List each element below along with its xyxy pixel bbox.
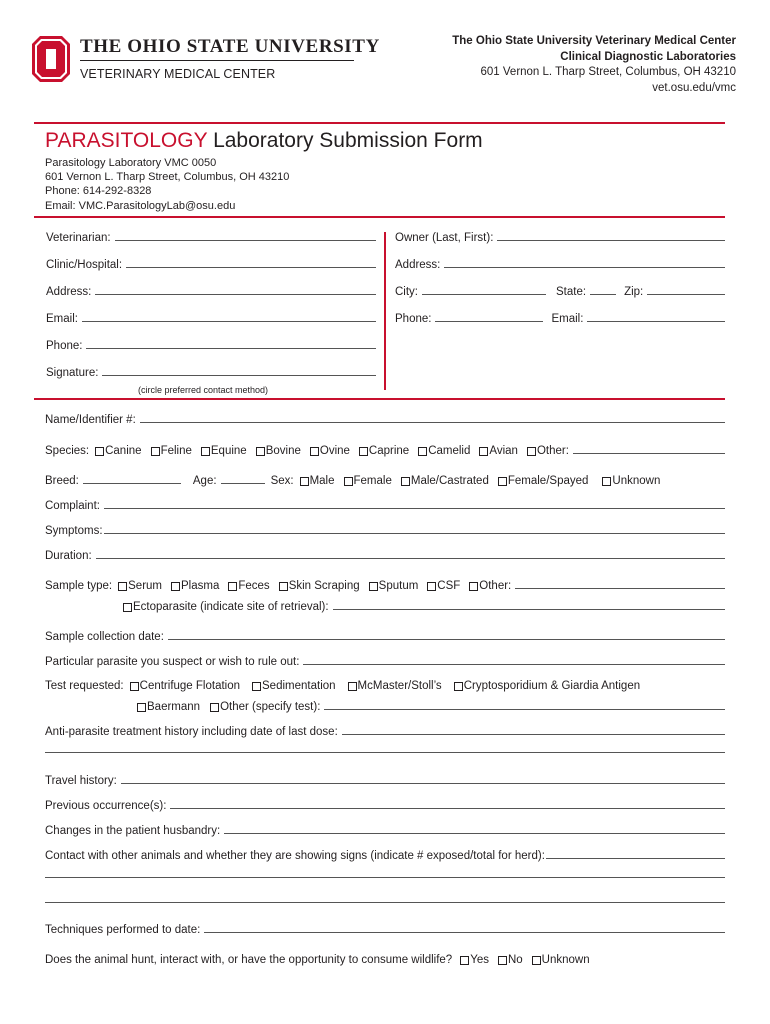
sex-option-label: Male xyxy=(309,475,335,487)
owner-row xyxy=(395,232,725,244)
symptoms-label: Symptoms: xyxy=(45,525,103,537)
signature-field[interactable] xyxy=(102,375,376,376)
checkbox[interactable] xyxy=(279,582,288,591)
breed-label: Breed: xyxy=(45,475,79,487)
checkbox[interactable] xyxy=(151,447,160,456)
sex-option-label: Unknown xyxy=(612,475,661,487)
sex-option[interactable] xyxy=(344,475,401,487)
test-option-label: Centrifuge Flotation xyxy=(139,680,241,692)
owner-phone-email-row xyxy=(395,313,725,325)
animal-contact-field-line3[interactable] xyxy=(45,902,725,903)
city-state-zip-row xyxy=(395,286,725,298)
test-requested-label: Test requested: xyxy=(45,680,124,692)
checkbox[interactable] xyxy=(532,956,541,965)
checkbox[interactable] xyxy=(118,582,127,591)
checkbox[interactable] xyxy=(228,582,237,591)
clinic-address-label: Address: xyxy=(46,286,92,298)
species-option-label: Camelid xyxy=(428,445,471,457)
clinic-email-field[interactable] xyxy=(82,321,376,322)
veterinarian-field[interactable] xyxy=(115,240,376,241)
techniques-label: Techniques performed to date: xyxy=(45,924,201,936)
sample-type-option[interactable] xyxy=(228,580,278,592)
checkbox[interactable] xyxy=(344,477,353,486)
species-option[interactable] xyxy=(151,445,201,457)
checkbox[interactable] xyxy=(348,682,357,691)
lab-info-name: Parasitology Laboratory VMC 0050 xyxy=(45,157,217,169)
test-requested-row xyxy=(45,680,725,692)
sample-type-option-label: Other: xyxy=(479,580,512,592)
checkbox[interactable] xyxy=(210,703,219,712)
treatment-history-continued-row xyxy=(45,752,725,756)
name-identifier-field[interactable] xyxy=(140,422,725,423)
lab-info-address: 601 Vernon L. Tharp Street, Columbus, OH 43210 xyxy=(45,171,290,184)
duration-label: Duration: xyxy=(45,550,92,562)
checkbox[interactable] xyxy=(300,477,309,486)
checkbox[interactable] xyxy=(498,956,507,965)
suspect-parasite-row xyxy=(45,656,725,668)
clinic-phone-row xyxy=(46,340,376,352)
test-option[interactable] xyxy=(137,701,210,713)
sample-type-option-label: Skin Scraping xyxy=(288,580,360,592)
ectoparasite-label: Ectoparasite (indicate site of retrieval): xyxy=(133,601,329,613)
husbandry-changes-row xyxy=(45,825,725,837)
species-option-label: Caprine xyxy=(368,445,410,457)
state-label: State: xyxy=(556,286,587,298)
checkbox[interactable] xyxy=(602,477,611,486)
checkbox[interactable] xyxy=(498,477,507,486)
sample-type-option-other[interactable] xyxy=(469,580,515,592)
husbandry-changes-field[interactable] xyxy=(224,833,725,834)
signature-label: Signature: xyxy=(46,367,99,379)
osu-block-o-logo xyxy=(32,36,70,82)
species-option-label: Bovine xyxy=(265,445,301,457)
name-identifier-row xyxy=(45,414,725,426)
sex-option-label: Female xyxy=(353,475,392,487)
wildlife-option[interactable] xyxy=(498,954,532,966)
checkbox[interactable] xyxy=(137,703,146,712)
lab-info-phone: Phone: 614-292-8328 xyxy=(45,185,152,198)
complaint-field[interactable] xyxy=(104,508,725,509)
center-name: The Ohio State University Veterinary Medical Center xyxy=(452,35,736,47)
header-contact-block xyxy=(452,34,736,96)
lab-info xyxy=(45,156,289,213)
suspect-parasite-label: Particular parasite you suspect or wish to rule out: xyxy=(45,656,300,668)
checkbox[interactable] xyxy=(369,582,378,591)
species-option-label: Equine xyxy=(210,445,247,457)
species-option-other[interactable] xyxy=(527,445,573,457)
breed-field[interactable] xyxy=(83,483,181,484)
test-other-field[interactable] xyxy=(324,709,725,710)
form-title-rest: Laboratory Submission Form xyxy=(207,129,483,152)
sample-type-row xyxy=(45,580,725,592)
travel-history-row xyxy=(45,775,725,787)
sample-type-option[interactable] xyxy=(369,580,428,592)
checkbox[interactable] xyxy=(427,582,436,591)
checkbox[interactable] xyxy=(201,447,210,456)
treatment-history-label: Anti-parasite treatment history including date of last dose: xyxy=(45,726,338,738)
clinic-address-field[interactable] xyxy=(95,294,376,295)
species-other-field[interactable] xyxy=(573,453,725,454)
sample-type-option-label: CSF xyxy=(437,580,461,592)
test-option[interactable] xyxy=(348,680,454,692)
test-requested-row-2 xyxy=(137,701,725,713)
checkbox[interactable] xyxy=(123,603,132,612)
ectoparasite-site-field[interactable] xyxy=(333,609,725,610)
city-field[interactable] xyxy=(422,294,546,295)
checkbox[interactable] xyxy=(454,682,463,691)
symptoms-row xyxy=(45,525,725,537)
sex-option[interactable] xyxy=(401,475,498,487)
wildlife-option[interactable] xyxy=(532,954,599,966)
form-title xyxy=(45,129,483,153)
lab-info-email: Email: VMC.ParasitologyLab@osu.edu xyxy=(45,199,236,212)
veterinarian-label: Veterinarian: xyxy=(46,232,111,244)
test-option[interactable] xyxy=(454,680,649,692)
checkbox[interactable] xyxy=(401,477,410,486)
checkbox[interactable] xyxy=(359,447,368,456)
species-option[interactable] xyxy=(95,445,150,457)
sample-type-option-label: Feces xyxy=(238,580,270,592)
owner-address-label: Address: xyxy=(395,259,441,271)
species-option[interactable] xyxy=(418,445,479,457)
complaint-row xyxy=(45,500,725,512)
wildlife-option-label: No xyxy=(507,954,523,966)
checkbox[interactable] xyxy=(460,956,469,965)
test-option-label: Other (specify test): xyxy=(220,701,321,713)
animal-contact-field-line2[interactable] xyxy=(45,877,725,878)
sample-type-option[interactable] xyxy=(427,580,469,592)
test-option-label: McMaster/Stoll’s xyxy=(357,680,442,692)
test-option-other[interactable] xyxy=(210,701,324,713)
sample-type-other-field[interactable] xyxy=(515,588,725,589)
sex-option[interactable] xyxy=(602,475,669,487)
animal-contact-continued-row xyxy=(45,877,725,881)
test-option-label: Baermann xyxy=(147,701,201,713)
test-option-label: Sedimentation xyxy=(262,680,336,692)
ectoparasite-row xyxy=(123,601,725,613)
wildlife-row xyxy=(45,954,725,966)
clinic-email-row xyxy=(46,313,376,325)
brand-subtitle: VETERINARY MEDICAL CENTER xyxy=(80,67,276,81)
previous-occurrence-row xyxy=(45,800,725,812)
age-field[interactable] xyxy=(221,483,265,484)
sample-type-option[interactable] xyxy=(171,580,228,592)
husbandry-changes-label: Changes in the patient husbandry: xyxy=(45,825,221,837)
species-label: Species: xyxy=(45,445,90,457)
species-option[interactable] xyxy=(201,445,256,457)
ectoparasite-option[interactable] xyxy=(123,601,333,613)
animal-contact-label: Contact with other animals and whether they are showing signs (indicate # exposed/total for herd): xyxy=(45,850,545,862)
sex-label: Sex: xyxy=(270,475,294,487)
sex-option-label: Female/Spayed xyxy=(507,475,589,487)
sex-option-label: Male/Castrated xyxy=(410,475,489,487)
animal-contact-continued-row-2 xyxy=(45,902,725,906)
travel-history-label: Travel history: xyxy=(45,775,117,787)
checkbox[interactable] xyxy=(469,582,478,591)
wildlife-option[interactable] xyxy=(460,954,498,966)
divider xyxy=(34,122,725,124)
age-label: Age: xyxy=(192,475,217,487)
sample-type-option[interactable] xyxy=(279,580,369,592)
duration-field[interactable] xyxy=(96,558,725,559)
divider xyxy=(34,216,725,218)
state-field[interactable] xyxy=(590,294,616,295)
website-link[interactable]: vet.osu.edu/vmc xyxy=(652,81,736,94)
checkbox[interactable] xyxy=(95,447,104,456)
checkbox[interactable] xyxy=(252,682,261,691)
veterinarian-row xyxy=(46,232,376,244)
zip-field[interactable] xyxy=(647,294,725,295)
column-divider xyxy=(384,232,386,390)
species-option-label: Other: xyxy=(536,445,569,457)
complaint-label: Complaint: xyxy=(45,500,100,512)
divider xyxy=(34,398,725,400)
species-option[interactable] xyxy=(310,445,359,457)
sample-type-label: Sample type: xyxy=(45,580,113,592)
checkbox[interactable] xyxy=(527,447,536,456)
owner-phone-label: Phone: xyxy=(395,313,432,325)
owner-email-field[interactable] xyxy=(587,321,725,322)
travel-history-field[interactable] xyxy=(121,783,725,784)
species-option[interactable] xyxy=(256,445,310,457)
test-option[interactable] xyxy=(130,680,252,692)
species-option[interactable] xyxy=(359,445,418,457)
suspect-parasite-field[interactable] xyxy=(303,664,725,665)
test-option-label: Cryptosporidium & Giardia Antigen xyxy=(463,680,641,692)
contact-method-note: (circle preferred contact method) xyxy=(138,385,269,395)
owner-email-label: Email: xyxy=(551,313,584,325)
sex-option[interactable] xyxy=(498,475,603,487)
owner-label: Owner (Last, First): xyxy=(395,232,494,244)
duration-row xyxy=(45,550,725,562)
owner-address-row xyxy=(395,259,725,271)
clinic-label: Clinic/Hospital: xyxy=(46,259,123,271)
city-label: City: xyxy=(395,286,418,298)
sample-type-option[interactable] xyxy=(118,580,171,592)
wildlife-option-label: Yes xyxy=(470,954,489,966)
zip-label: Zip: xyxy=(624,286,644,298)
previous-occurrence-field[interactable] xyxy=(170,808,725,809)
sample-type-option-label: Sputum xyxy=(378,580,419,592)
species-row xyxy=(45,445,725,457)
sample-type-option-label: Serum xyxy=(128,580,162,592)
form-title-emphasis: PARASITOLOGY xyxy=(45,129,208,152)
species-option-label: Canine xyxy=(105,445,142,457)
species-option-label: Ovine xyxy=(319,445,350,457)
brand-name: THE OHIO STATE UNIVERSITY xyxy=(80,36,380,57)
breed-age-sex-row xyxy=(45,475,725,487)
wildlife-question: Does the animal hunt, interact with, or have the opportunity to consume wildlife? xyxy=(45,954,453,966)
checkbox[interactable] xyxy=(479,447,488,456)
clinic-address-row xyxy=(46,286,376,298)
techniques-row xyxy=(45,924,725,936)
owner-address-field[interactable] xyxy=(444,267,725,268)
signature-row xyxy=(46,367,376,379)
name-identifier-label: Name/Identifier #: xyxy=(45,414,136,426)
clinic-field[interactable] xyxy=(126,267,376,268)
checkbox[interactable] xyxy=(418,447,427,456)
lab-name: Clinical Diagnostic Laboratories xyxy=(560,50,736,63)
treatment-history-field[interactable] xyxy=(342,734,725,735)
species-option-label: Avian xyxy=(489,445,518,457)
sample-type-option-label: Plasma xyxy=(181,580,220,592)
center-address: 601 Vernon L. Tharp Street, Columbus, OH 43210 xyxy=(480,66,736,78)
treatment-history-row xyxy=(45,726,725,738)
previous-occurrence-label: Previous occurrence(s): xyxy=(45,800,167,812)
symptoms-field[interactable] xyxy=(104,533,725,534)
checkbox[interactable] xyxy=(130,682,139,691)
sex-option[interactable] xyxy=(300,475,344,487)
species-option-label: Feline xyxy=(160,445,192,457)
animal-contact-row xyxy=(45,850,725,862)
techniques-field[interactable] xyxy=(204,932,725,933)
clinic-row xyxy=(46,259,376,271)
species-option[interactable] xyxy=(479,445,527,457)
collection-date-row xyxy=(45,631,725,643)
clinic-phone-label: Phone: xyxy=(46,340,83,352)
checkbox[interactable] xyxy=(171,582,180,591)
checkbox[interactable] xyxy=(256,447,265,456)
clinic-email-label: Email: xyxy=(46,313,78,325)
clinic-phone-field[interactable] xyxy=(86,348,376,349)
collection-date-label: Sample collection date: xyxy=(45,631,164,643)
treatment-history-field-line2[interactable] xyxy=(45,752,725,753)
checkbox[interactable] xyxy=(310,447,319,456)
test-option[interactable] xyxy=(252,680,348,692)
brand-rule xyxy=(80,60,354,61)
animal-contact-field[interactable] xyxy=(546,858,725,859)
wildlife-option-label: Unknown xyxy=(541,954,590,966)
collection-date-field[interactable] xyxy=(168,639,725,640)
owner-phone-field[interactable] xyxy=(435,321,543,322)
owner-field[interactable] xyxy=(497,240,725,241)
